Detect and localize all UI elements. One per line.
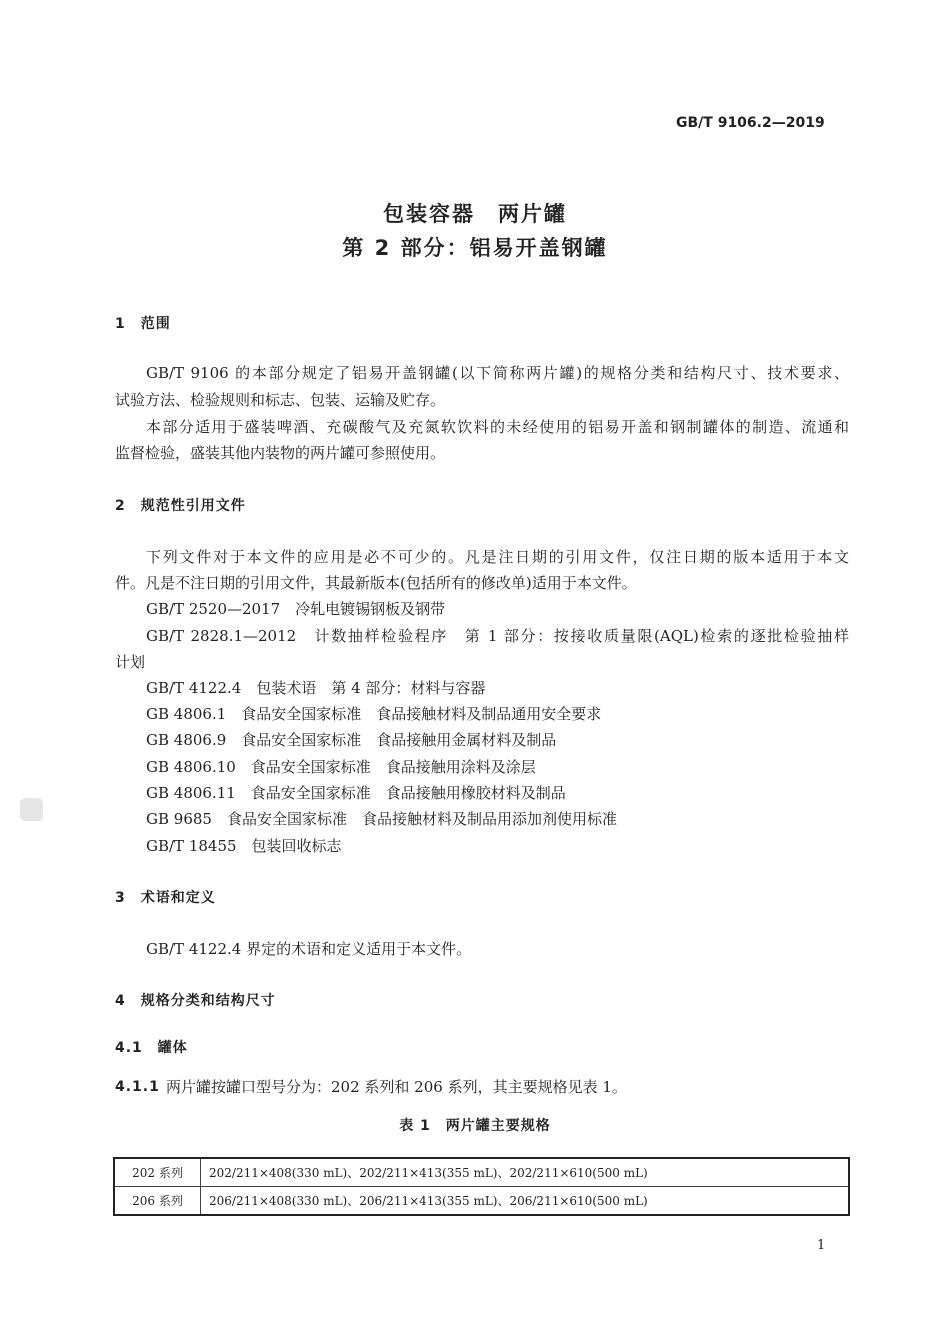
reference-item: 计划 <box>115 653 146 671</box>
table-cell: 206 系列 <box>114 1187 201 1216</box>
clause-text: 两片罐按罐口型号分为：202 系列和 206 系列，其主要规格见表 1。 <box>166 1078 627 1096</box>
table-cell: 202 系列 <box>114 1158 201 1187</box>
reference-item: GB 9685 食品安全国家标准 食品接触材料及制品用添加剂使用标准 <box>146 810 617 828</box>
side-tab-handle[interactable] <box>20 798 43 821</box>
reference-item: GB/T 2828.1—2012 计数抽样检验程序 第 1 部分：按接收质量限(AQL)检索的逐批检验抽样 <box>146 627 849 645</box>
spec-table <box>113 1157 850 1216</box>
reference-item: GB/T 18455 包装回收标志 <box>146 837 342 855</box>
section-1-heading: 1 范围 <box>115 316 171 332</box>
para-line: 试验方法、检验规则和标志、包装、运输及贮存。 <box>115 391 446 409</box>
table-row <box>114 1158 849 1187</box>
para-line: 监督检验，盛装其他内装物的两片罐可参照使用。 <box>115 444 446 462</box>
table-row <box>114 1187 849 1216</box>
para-line: 本部分适用于盛装啤酒、充碳酸气及充氮软饮料的未经使用的铝易开盖和钢制罐体的制造、流通和 <box>146 418 849 436</box>
title-line1: 包装容器 两片罐 <box>383 202 567 226</box>
section-4-heading: 4 规格分类和结构尺寸 <box>115 993 276 1009</box>
table-cell: 202/211×408(330 mL)、202/211×413(355 mL)、202/211×610(500 mL) <box>201 1158 850 1187</box>
standard-code: GB/T 9106.2—2019 <box>676 115 825 131</box>
reference-item: GB 4806.1 食品安全国家标准 食品接触材料及制品通用安全要求 <box>146 705 602 723</box>
clause-number: 4.1.1 <box>115 1079 160 1095</box>
reference-item: GB/T 4122.4 包装术语 第 4 部分：材料与容器 <box>146 679 486 697</box>
subsection-heading: 4.1 罐体 <box>115 1040 188 1056</box>
table-caption: 表 1 两片罐主要规格 <box>399 1118 551 1134</box>
section-2-heading: 2 规范性引用文件 <box>115 498 246 514</box>
title-line2: 第 2 部分：铝易开盖钢罐 <box>342 236 608 260</box>
para-line: GB/T 9106 的本部分规定了铝易开盖钢罐(以下简称两片罐)的规格分类和结构尺寸、技术要求、 <box>146 364 849 382</box>
reference-item: GB/T 2520—2017 冷轧电镀锡钢板及钢带 <box>146 600 446 618</box>
page-number: 1 <box>817 1238 826 1253</box>
para-line: GB/T 4122.4 界定的术语和定义适用于本文件。 <box>146 940 472 958</box>
reference-item: GB 4806.9 食品安全国家标准 食品接触用金属材料及制品 <box>146 731 557 749</box>
table-cell: 206/211×408(330 mL)、206/211×413(355 mL)、206/211×610(500 mL) <box>201 1187 850 1216</box>
section-3-heading: 3 术语和定义 <box>115 890 216 906</box>
para-line: 下列文件对于本文件的应用是必不可少的。凡是注日期的引用文件，仅注日期的版本适用于本文 <box>146 548 849 566</box>
para-line: 件。凡是不注日期的引用文件，其最新版本(包括所有的修改单)适用于本文件。 <box>115 574 637 592</box>
reference-item: GB 4806.11 食品安全国家标准 食品接触用橡胶材料及制品 <box>146 784 566 802</box>
reference-item: GB 4806.10 食品安全国家标准 食品接触用涂料及涂层 <box>146 758 536 776</box>
